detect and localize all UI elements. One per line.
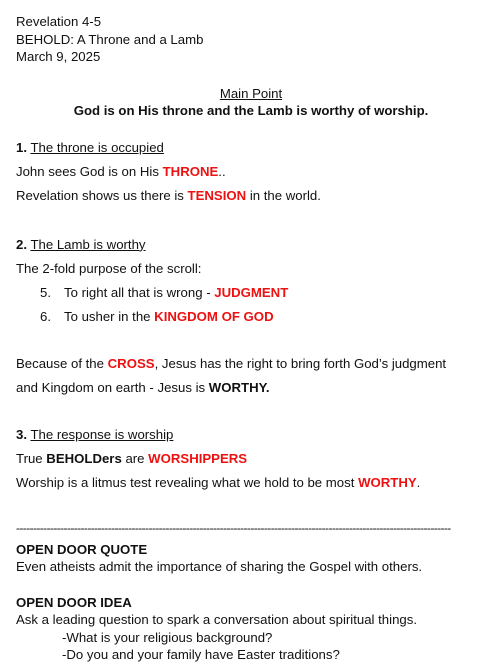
- emphasis-worshippers: WORSHIPPERS: [148, 450, 248, 466]
- section-2-heading: [16, 233, 486, 257]
- spacer: [16, 329, 486, 352]
- list-item-number: 5.: [40, 284, 51, 300]
- section-3-line-2: Worship is a litmus test revealing what we hold to be most WORTHY.: [16, 474, 421, 490]
- emphasis-tension: TENSION: [187, 187, 247, 203]
- section-2: [16, 233, 486, 400]
- section-2-title: The Lamb is worthy: [30, 236, 146, 252]
- dashed-divider: --------------------------------------------------------------------------------------------------------------------------------: [16, 520, 451, 535]
- list-item-number: 6.: [40, 308, 51, 324]
- passage-reference: Revelation 4-5: [16, 14, 102, 29]
- section-1: [16, 136, 486, 208]
- open-door-idea-heading: OPEN DOOR IDEA: [16, 594, 132, 610]
- section-1-number: 1.: [16, 139, 27, 155]
- document-page: [16, 13, 486, 664]
- spacer: [16, 576, 486, 594]
- section-3-number: 3.: [16, 426, 27, 442]
- list-item: 6. To usher in the KINGDOM OF GOD: [16, 305, 486, 329]
- section-2-paragraph-line-1: Because of the CROSS, Jesus has the right to bring forth God’s judgment: [16, 355, 447, 371]
- section-1-heading: [16, 136, 486, 160]
- main-point-block: [16, 85, 486, 120]
- spacer: [16, 400, 486, 423]
- emphasis-kingdom: KINGDOM OF GOD: [154, 308, 274, 324]
- section-2-paragraph-line-2: and Kingdom on earth - Jesus is WORTHY.: [16, 379, 270, 395]
- spacer: [16, 495, 486, 521]
- open-door-idea: [16, 594, 486, 664]
- section-2-intro: The 2-fold purpose of the scroll:: [16, 260, 202, 276]
- list-item: -What is your religious background?: [62, 629, 273, 645]
- section-1-title: The throne is occupied: [30, 139, 164, 155]
- list-item: -Do you and your family have Easter traditions?: [62, 647, 340, 662]
- section-3-line-1: True BEHOLDers are WORSHIPPERS: [16, 450, 248, 466]
- emphasis-judgment: JUDGMENT: [214, 284, 289, 300]
- list-item: 5. To right all that is wrong - JUDGMENT: [16, 281, 486, 305]
- section-3: [16, 423, 486, 495]
- open-door-quote-text: Even atheists admit the importance of sharing the Gospel with others.: [16, 559, 423, 574]
- open-door-idea-text: Ask a leading question to spark a conversation about spiritual things.: [16, 612, 417, 627]
- spacer: [16, 208, 486, 233]
- document-header: [16, 13, 486, 66]
- series-title: BEHOLD: A Throne and a Lamb: [16, 31, 204, 47]
- section-3-heading: [16, 423, 486, 447]
- section-2-number: 2.: [16, 236, 27, 252]
- section-1-line-1: John sees God is on His THRONE..: [16, 163, 226, 179]
- emphasis-beholders: BEHOLDers: [46, 450, 122, 466]
- section-3-title: The response is worship: [30, 426, 174, 442]
- emphasis-throne: THRONE: [162, 163, 219, 179]
- section-1-line-2: Revelation shows us there is TENSION in the world.: [16, 187, 321, 203]
- emphasis-worthy-red: WORTHY: [358, 474, 417, 490]
- main-point-label: Main Point: [219, 85, 283, 101]
- sermon-date: March 9, 2025: [16, 49, 101, 64]
- emphasis-worthy: WORTHY.: [208, 379, 270, 395]
- main-point-statement: God is on His throne and the Lamb is worthy of worship.: [73, 103, 429, 118]
- emphasis-cross: CROSS: [107, 355, 155, 371]
- spacer: [16, 66, 486, 85]
- open-door-quote: [16, 541, 486, 576]
- spacer: [16, 120, 486, 136]
- open-door-quote-heading: OPEN DOOR QUOTE: [16, 541, 148, 557]
